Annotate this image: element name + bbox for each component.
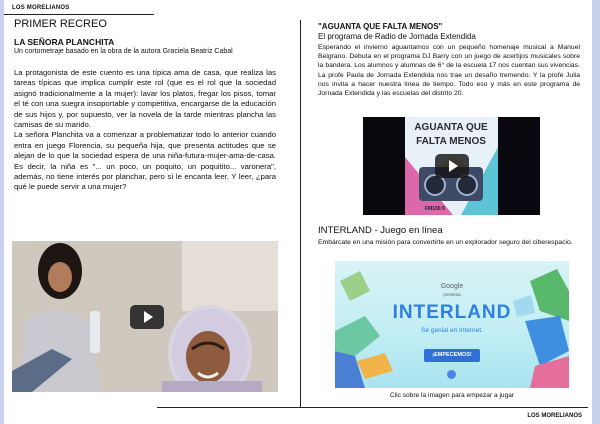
interland-artwork	[335, 261, 569, 388]
planchita-video[interactable]	[12, 241, 278, 392]
scroll-down-icon	[447, 370, 456, 379]
interland-logo: INTERLAND	[392, 302, 512, 323]
radio-body: Esperando el invierno aguantamos con un pequeño homenaje musical a Manuel Belgrano. Debuta en el programa DJ Barry con un juego de acertijos musicales sobre la bandera. Los alumnos y alumnas de 6° de la escuela 17 nos cuentan sus vivencias. La profe Paula de Jornada Extendida nos trae un desafío tremendo. Y la profe Julia nos invita a hacer nuestra línea de tiempo. Todo eso y más en este programa de Jornada Extendida y las escuelas del distrito 20.	[318, 44, 580, 98]
interland-tagline: Sé genial en Internet.	[421, 327, 483, 334]
header-label: LOS MORELIANOS	[12, 5, 70, 11]
google-wordmark: Google	[440, 283, 464, 290]
interland-body: Embárcate en una misión para convertirte en un explorador seguro del ciberespacio.	[318, 239, 573, 246]
presenta-label: presenta	[443, 292, 461, 297]
play-button[interactable]	[130, 305, 164, 329]
poster-line-1: AGUANTA QUE	[414, 122, 488, 133]
column-divider	[300, 20, 301, 407]
footer-label: LOS MORELIANOS	[527, 413, 582, 419]
article-title: LA SEÑORA PLANCHITA	[14, 37, 115, 47]
poster-frequency: FM100.9	[425, 206, 445, 212]
article-subtitle: Un cortometraje basado en la obra de la autora Graciela Beatriz Cabal	[14, 48, 233, 55]
header-rule	[4, 14, 154, 15]
section-heading: PRIMER RECREO	[14, 18, 107, 30]
poster-line-2: FALTA MENOS	[416, 136, 486, 147]
radio-subtitle: El programa de Radio de Jornada Extendida	[318, 32, 476, 41]
radio-title: "AGUANTA QUE FALTA MENOS"	[318, 22, 443, 31]
interland-caption: Clic sobre la imagen para empezar a jugar	[389, 392, 515, 399]
empecemos-button[interactable]: ¡EMPECEMOS!	[424, 349, 480, 362]
interland-section	[318, 225, 580, 247]
interland-title: INTERLAND - Juego en línea	[318, 225, 443, 236]
footer-rule	[157, 407, 588, 408]
left-column	[14, 18, 276, 193]
radio-video[interactable]	[363, 117, 540, 215]
article-paragraph-2: La señora Planchita va a comenzar a problematizar todo lo anterior cuando entra en juego Florencia, su pequeña hija, que presenta actitudes que se alejan de lo que la sociedad espera de una niña-futura-mujer-ama-de-casa. Es decir, la niña es "... un poco, un poquito, un poquitito... varonera", además, no tiene interés por planchar, pero sí le encanta leer. Y leer, ¿para qué le puede servir a una mujer?	[14, 130, 276, 192]
article-paragraph-1: La protagonista de este cuento es una típica ama de casa, que realiza las tareas típicas que implica cumplir este rol (que es el rol que la sociedad asignó tradicionalmente a la mujer): lavar los platos, fregar los pisos, tomar el té con una suegra insoportable y competitiva, encargarse de la educación de sus hijos y, por supuesto, ver la novela de la tarde mientras plancha las camisas de su marido.	[14, 68, 276, 130]
play-button[interactable]	[435, 154, 469, 178]
interland-banner[interactable]	[335, 261, 569, 388]
right-column	[318, 22, 580, 98]
